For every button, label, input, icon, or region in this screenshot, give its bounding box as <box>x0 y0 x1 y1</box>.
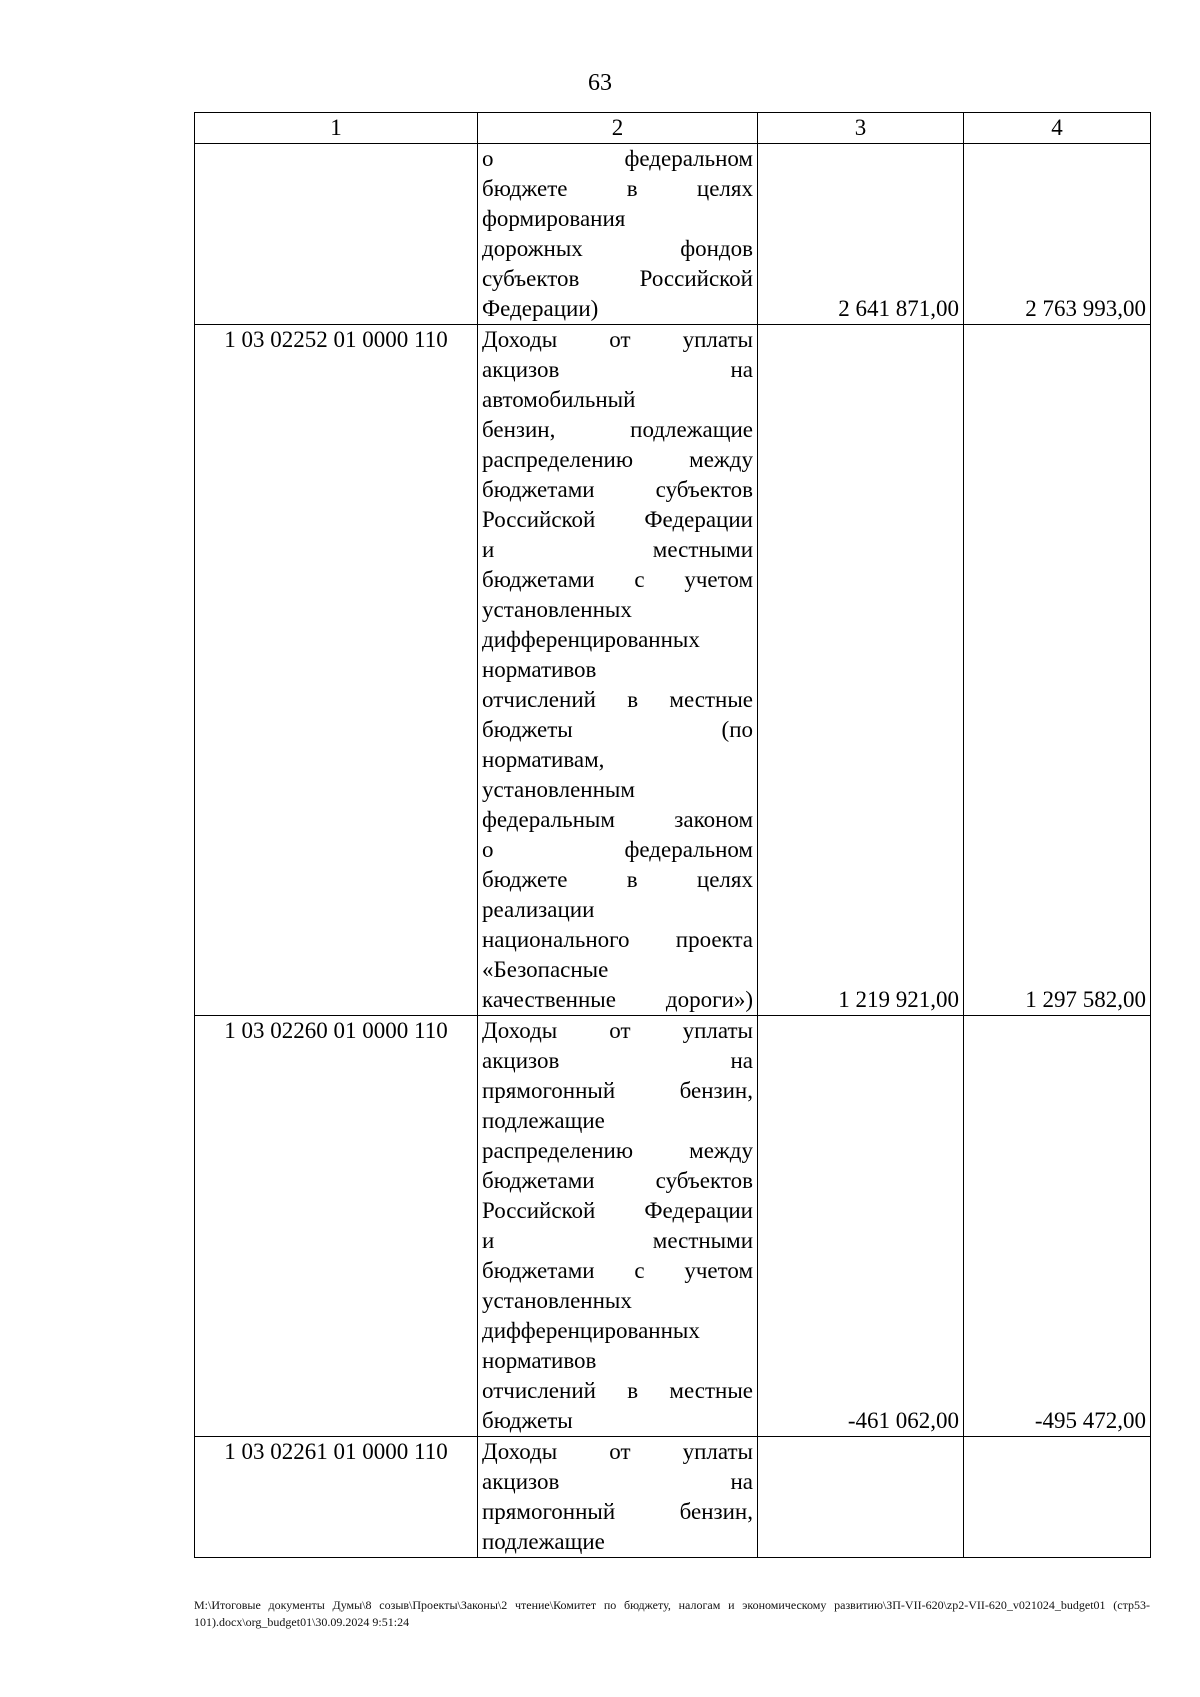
description-cell <box>478 325 758 1016</box>
description-line: Доходы от уплаты <box>482 1018 753 1043</box>
description-line: распределению между <box>482 447 753 472</box>
description-cell <box>478 144 758 325</box>
description-line: прямогонный бензин, <box>482 1499 753 1524</box>
description-line: и местными <box>482 1228 753 1253</box>
page-number: 63 <box>588 70 612 96</box>
description-line: Российской Федерации <box>482 507 753 532</box>
amount-col-3-cell: 1 219 921,00 <box>758 325 964 1016</box>
description-line: бюджетами с учетом <box>482 1258 753 1283</box>
amount-col-4-cell: 2 763 993,00 <box>964 144 1151 325</box>
description-line: бюджеты (по <box>482 717 753 742</box>
description-line: Доходы от уплаты <box>482 327 753 352</box>
description-line: бюджете в целях <box>482 867 753 892</box>
description-line: акцизов на <box>482 1469 753 1494</box>
description-line: распределению между <box>482 1138 753 1163</box>
description-line: автомобильный <box>482 387 636 412</box>
file-path-footer: М:\Итоговые документы Думы\8 созыв\Проекты\Законы\2 чтение\Комитет по бюджету, налогам и экономическому развитию\ЗП-VII-620\zp2-VII-620_v021024_budget01 (стр53-101).docx\org_budget01\30.09.2024 9:51:24 <box>194 1598 1150 1629</box>
budget-code-cell: 1 03 02261 01 0000 110 <box>195 1437 478 1558</box>
description-line: дифференцированных <box>482 1318 700 1343</box>
amount-col-3-cell: -461 062,00 <box>758 1016 964 1437</box>
description-line: дифференцированных <box>482 627 700 652</box>
amount-col-4-cell: -495 472,00 <box>964 1016 1151 1437</box>
amount-col-4-cell: 1 297 582,00 <box>964 325 1151 1016</box>
description-line: «Безопасные <box>482 957 609 982</box>
description-cell <box>478 1016 758 1437</box>
description-line: нормативов <box>482 1348 597 1373</box>
description-line: о федеральном <box>482 146 753 171</box>
description-cell <box>478 1437 758 1558</box>
description-line: бюджете в целях <box>482 176 753 201</box>
description-line: установленным <box>482 777 635 802</box>
description-line: подлежащие <box>482 1108 605 1133</box>
description-line: федеральным законом <box>482 807 753 832</box>
description-line: отчислений в местные <box>482 1378 753 1403</box>
description-line: нормативам, <box>482 747 605 772</box>
header-col-2: 2 <box>478 113 758 144</box>
description-line: бюджеты <box>482 1408 573 1433</box>
amount-col-3-cell <box>758 1437 964 1558</box>
description-line: прямогонный бензин, <box>482 1078 753 1103</box>
description-line: Доходы от уплаты <box>482 1439 753 1464</box>
header-col-3: 3 <box>758 113 964 144</box>
description-line: реализации <box>482 897 595 922</box>
header-col-1: 1 <box>195 113 478 144</box>
description-line: формирования <box>482 206 626 231</box>
description-line: нормативов <box>482 657 597 682</box>
description-line: акцизов на <box>482 1048 753 1073</box>
description-line: акцизов на <box>482 357 753 382</box>
amount-col-4-cell <box>964 1437 1151 1558</box>
description-line: отчислений в местные <box>482 687 753 712</box>
description-line: бюджетами субъектов <box>482 477 753 502</box>
table-header-row <box>195 113 1151 144</box>
budget-code-cell <box>195 144 478 325</box>
description-line: качественные дороги») <box>482 987 753 1012</box>
table-row <box>195 325 1151 1016</box>
description-line: бензин, подлежащие <box>482 417 753 442</box>
table-row <box>195 144 1151 325</box>
description-line: подлежащие <box>482 1529 605 1554</box>
description-line: национального проекта <box>482 927 753 952</box>
budget-table <box>194 112 1151 1558</box>
description-line: установленных <box>482 1288 632 1313</box>
description-line: и местными <box>482 537 753 562</box>
header-col-4: 4 <box>964 113 1151 144</box>
table-row <box>195 1016 1151 1437</box>
budget-code-cell: 1 03 02252 01 0000 110 <box>195 325 478 1016</box>
description-line: установленных <box>482 597 632 622</box>
description-line: о федеральном <box>482 837 753 862</box>
amount-col-3-cell: 2 641 871,00 <box>758 144 964 325</box>
description-line: дорожных фондов <box>482 236 753 261</box>
description-line: субъектов Российской <box>482 266 753 291</box>
description-line: Российской Федерации <box>482 1198 753 1223</box>
description-line: бюджетами с учетом <box>482 567 753 592</box>
description-line: бюджетами субъектов <box>482 1168 753 1193</box>
description-line: Федерации) <box>482 296 599 321</box>
budget-code-cell: 1 03 02260 01 0000 110 <box>195 1016 478 1437</box>
table-row <box>195 1437 1151 1558</box>
